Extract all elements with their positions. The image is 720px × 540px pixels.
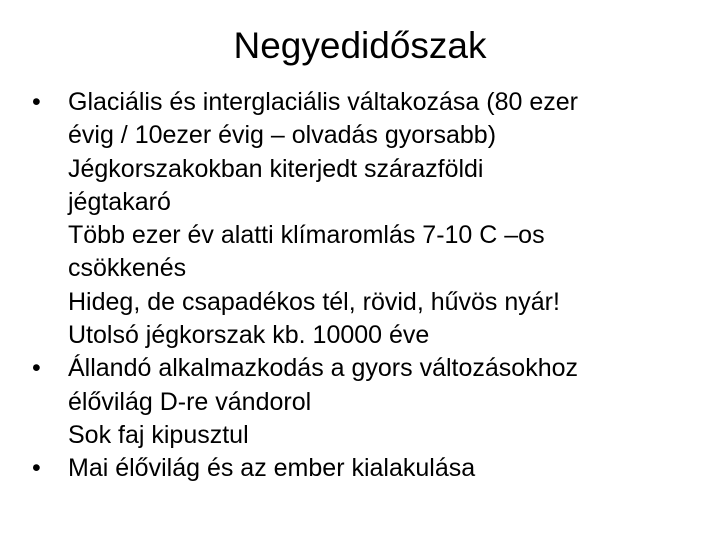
bullet-dot-icon: • bbox=[32, 88, 41, 116]
bullet-line: Mai élővilág és az ember kialakulása bbox=[68, 454, 476, 483]
bullet-item bbox=[30, 352, 690, 452]
bullet-line: csökkenés bbox=[68, 254, 187, 283]
bullet-line: Több ezer év alatti klímaromlás 7-10 C –os bbox=[68, 221, 545, 250]
bullet-item bbox=[30, 452, 690, 485]
bullet-item bbox=[30, 86, 690, 352]
bullet-line: Sok faj kipusztul bbox=[68, 420, 249, 449]
bullet-line: élővilág D-re vándorol bbox=[68, 387, 312, 416]
bullet-line: Állandó alkalmazkodás a gyors változásokhoz bbox=[68, 354, 578, 383]
bullet-line: évig / 10ezer évig – olvadás gyorsabb) bbox=[68, 121, 497, 150]
slide-title: Negyedidőszak bbox=[233, 25, 487, 66]
bullet-line: Utolsó jégkorszak kb. 10000 éve bbox=[68, 321, 430, 350]
bullet-line: Hideg, de csapadékos tél, rövid, hűvös nyár! bbox=[68, 287, 560, 316]
bullet-dot-icon: • bbox=[32, 354, 41, 383]
bullet-line: jégtakaró bbox=[68, 187, 171, 216]
bullet-list bbox=[30, 86, 690, 486]
bullet-line: Jégkorszakokban kiterjedt szárazföldi bbox=[68, 154, 484, 183]
bullet-dot-icon: • bbox=[32, 454, 41, 483]
bullet-line: Glaciális és interglaciális váltakozása (80 ezer bbox=[68, 88, 578, 116]
